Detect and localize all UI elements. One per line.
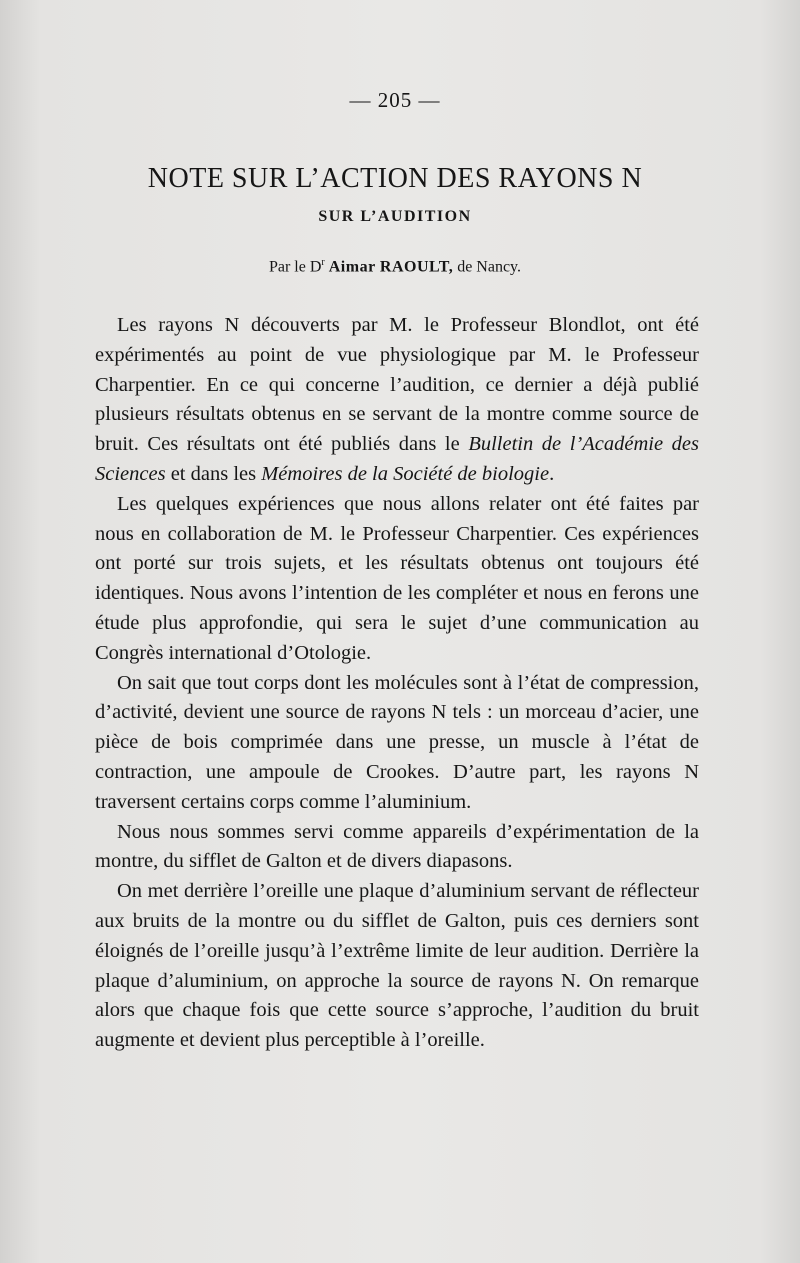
paragraph-1-italic-bulletin: Bulletin de l’Académie des Sciences — [95, 433, 700, 485]
paragraph-1-text-a: Les rayons N découverts par M. le Professeur Blondlot, ont été expérimentés au point de vue physiologique par M. le Professeur Charpentier. En ce qui concerne l’audition, ce dernier a déjà publié plusieurs résultats obtenus en se servant de la montre comme source de bruit. Ces résultats ont été publiés dans le — [95, 314, 699, 456]
paragraph-1-text-b: et dans les — [165, 462, 262, 485]
paragraph-1-italic-memoires: Mémoires de la Société de biologie — [261, 462, 550, 485]
page-number: — 205 — — [349, 88, 441, 112]
paragraph-3: On sait que tout corps dont les molécules sont à l’état de compression, d’activité, devient une source de rayons N tels : un morceau d’acier, une pièce de bois comprimée dans une presse, un muscle à l’état de contraction, une ampoule de Crookes. D’autre part, les rayons N traversent certains corps comme l’aluminium. — [95, 671, 699, 813]
paragraph-4: Nous nous sommes servi comme appareils d’expérimentation de la montre, du sifflet de Galton et de divers diapasons. — [95, 820, 699, 873]
paragraph-1 — [95, 311, 699, 490]
byline-prefix-sup: r — [321, 257, 325, 268]
article-subtitle: SUR L’AUDITION — [318, 208, 472, 225]
byline-suffix: de Nancy. — [453, 258, 522, 276]
article-title: NOTE SUR L’ACTION DES RAYONS N — [147, 163, 643, 194]
article-body — [95, 311, 699, 1056]
byline — [0, 257, 790, 276]
paragraph-2: Les quelques expériences que nous allons relater ont été faites par nous en collaboration de M. le Professeur Charpentier. Ces expériences ont porté sur trois sujets, et les résultats obtenus ont toujours été identiques. Nous avons l’intention de les compléter et nous en ferons une étude plus approfondie, qui sera le sujet d’une communication au Congrès international d’Otologie. — [95, 492, 699, 664]
byline-prefix: Par le D — [268, 258, 322, 276]
paragraph-5: On met derrière l’oreille une plaque d’aluminium servant de réflecteur aux bruits de la montre ou du sifflet de Galton, puis ces derniers sont éloignés de l’oreille jusqu’à l’extrême limite de leur audition. Derrière la plaque d’aluminium, on approche la source de rayons N. On remarque alors que chaque fois que cette source s’approche, l’audition du bruit augmente et devient plus perceptible à l’oreille. — [95, 880, 699, 1052]
paragraph-1-text-c: . — [549, 462, 555, 485]
author-name: Aimar RAOULT, — [328, 258, 454, 276]
